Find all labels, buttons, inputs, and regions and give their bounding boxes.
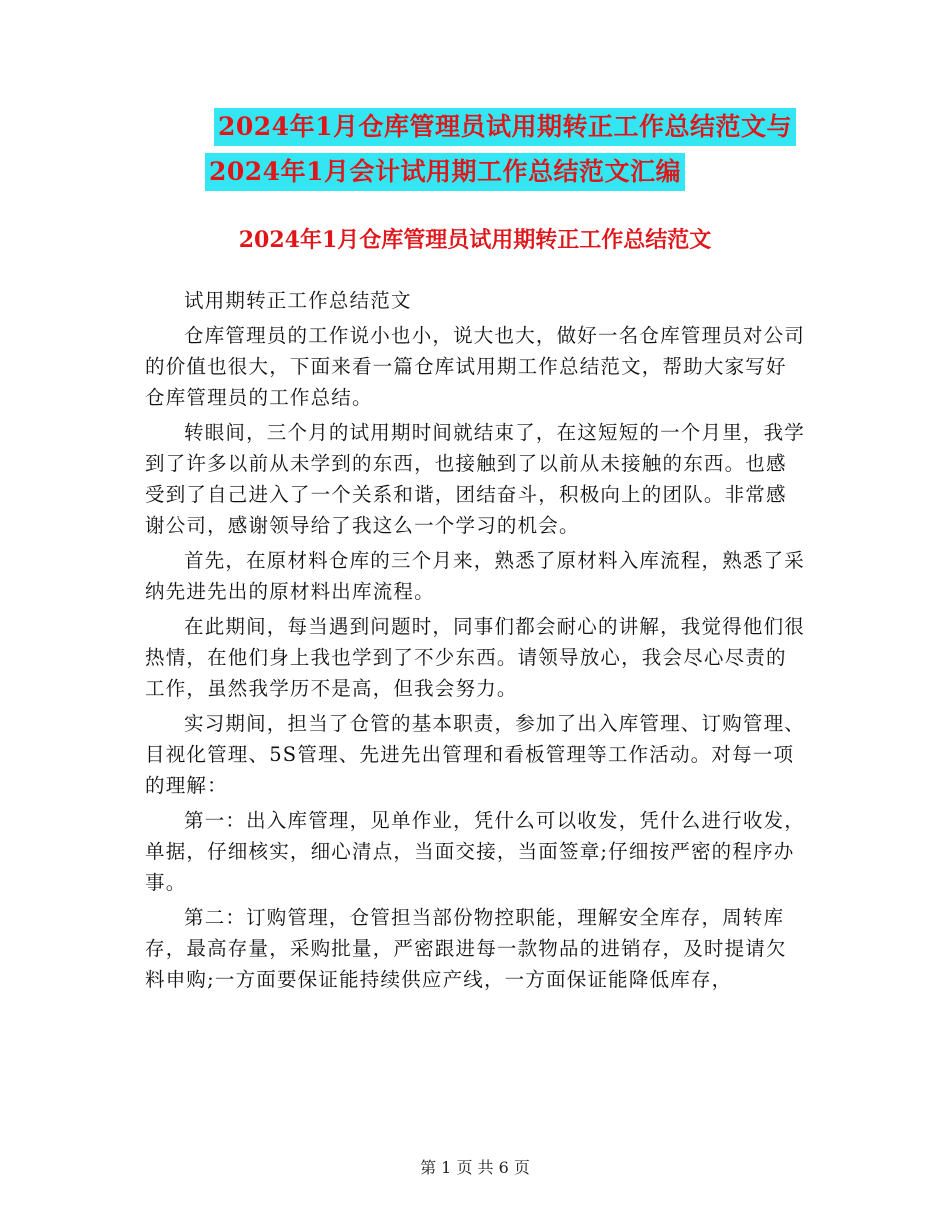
paragraph: 仓库管理员的工作说小也小，说大也大，做好一名仓库管理员对公司的价值也很大，下面来看一篇仓库试用期工作总结范文，帮助大家写好仓库管理员的工作总结。 — [145, 324, 806, 409]
title-line-1: 2024年1月仓库管理员试用期转正工作总结范文与 — [214, 108, 796, 146]
paragraph: 第一：出入库管理，见单作业，凭什么可以收发，凭什么进行收发，单据，仔细核实，细心清点，当面交接，当面签章;仔细按严密的程序办事。 — [145, 809, 806, 894]
page-number: 第 1 页 共 6 页 — [420, 1158, 530, 1177]
paragraph: 第二：订购管理，仓管担当部份物控职能，理解安全库存，周转库存，最高存量，采购批量，严密跟进每一款物品的进销存，及时提请欠料申购;一方面要保证能持续供应产线，一方面保证能降低库存， — [145, 906, 787, 991]
document-body — [145, 285, 805, 999]
paragraph: 在此期间，每当遇到问题时，同事们都会耐心的讲解，我觉得他们很热情，在他们身上我也学到了不少东西。请领导放心，我会尽心尽责的工作，虽然我学历不是高，但我会努力。 — [145, 615, 806, 700]
paragraph: 首先，在原材料仓库的三个月来，熟悉了原材料入库流程，熟悉了采纳先进先出的原材料出库流程。 — [145, 549, 806, 603]
paragraph: 转眼间，三个月的试用期时间就结束了，在这短短的一个月里，我学到了许多以前从未学到的东西，也接触到了以前从未接触的东西。也感受到了自己进入了一个关系和谐，团结奋斗，积极向上的团队。非常感谢公司，感谢领导给了我这么一个学习的机会。 — [145, 421, 806, 537]
section-heading: 2024年1月仓库管理员试用期转正工作总结范文 — [238, 227, 712, 253]
paragraph: 实习期间，担当了仓管的基本职责，参加了出入库管理、订购管理、目视化管理、5S管理、先进先出管理和看板管理等工作活动。对每一项的理解： — [145, 712, 806, 797]
paragraph: 试用期转正工作总结范文 — [184, 289, 412, 312]
title-line-2: 2024年1月会计试用期工作总结范文汇编 — [205, 153, 685, 191]
document-title — [0, 108, 950, 191]
